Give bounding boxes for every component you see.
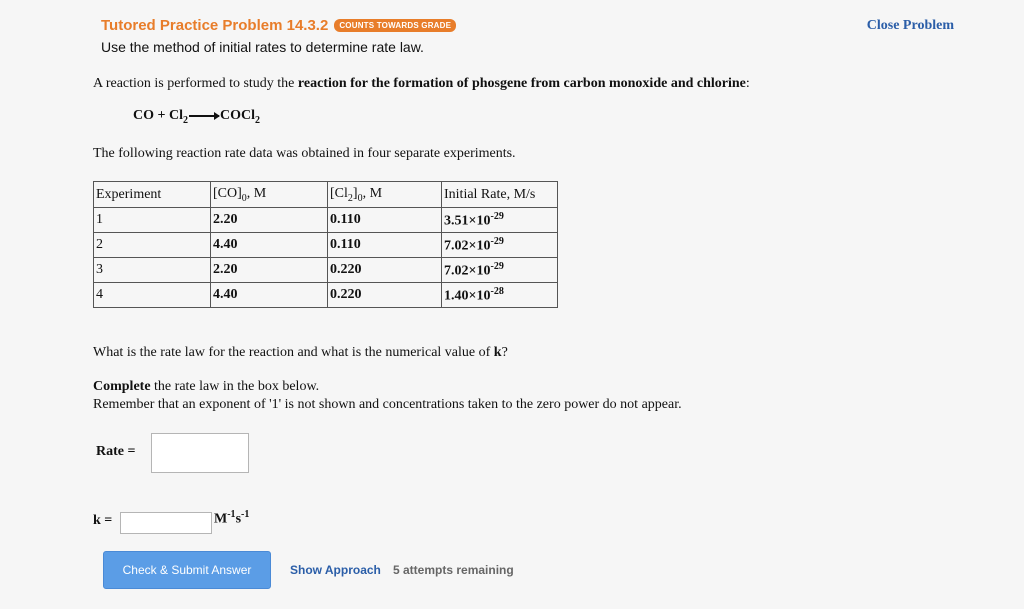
intro-bold: reaction for the formation of phosgene from carbon monoxide and chlorine xyxy=(297,76,746,91)
cell-experiment: 4 xyxy=(94,283,211,308)
cell-co: 4.40 xyxy=(211,233,328,258)
rate-label: Rate = xyxy=(96,444,136,459)
complete-bold: Complete xyxy=(93,379,151,394)
cell-experiment: 3 xyxy=(94,258,211,283)
rate-data-table xyxy=(93,181,558,308)
table-header-row xyxy=(94,182,558,208)
reactant-co: CO xyxy=(133,108,154,123)
data-intro: The following reaction rate data was obtained in four separate experiments. xyxy=(93,146,516,161)
table-row xyxy=(94,233,558,258)
reaction-arrow-icon xyxy=(189,115,219,117)
cell-cl2: 0.220 xyxy=(328,258,442,283)
problem-title-text: Tutored Practice Problem 14.3.2 xyxy=(101,17,329,34)
cell-cl2: 0.220 xyxy=(328,283,442,308)
k-label: k = xyxy=(93,513,113,528)
product-cocl2: COCl xyxy=(219,108,255,123)
table-row xyxy=(94,258,558,283)
cell-experiment: 1 xyxy=(94,208,211,233)
complete-instruction xyxy=(93,379,319,395)
question-text xyxy=(93,345,508,361)
table-row xyxy=(94,208,558,233)
cell-rate: $7.02\times 10^{-29}$ xyxy=(442,233,558,258)
k-value-input[interactable] xyxy=(120,512,212,534)
cell-rate: $1.40\times 10^{-28}$ xyxy=(442,283,558,308)
exponent-note: Remember that an exponent of '1' is not shown and concentrations taken to the zero power do not appear. xyxy=(93,397,682,412)
header-experiment: Experiment xyxy=(94,182,211,208)
header-initial-rate: Initial Rate, M/s xyxy=(442,182,558,208)
table-row xyxy=(94,283,558,308)
counts-towards-grade-badge: COUNTS TOWARDS GRADE xyxy=(334,19,456,32)
k-units: $M^{-1}s^{-1}$ xyxy=(214,509,250,527)
question-prefix: What is the rate law for the reaction and what is the numerical value of xyxy=(93,345,494,360)
reaction-equation xyxy=(133,108,260,126)
cell-rate: $3.51\times 10^{-29}$ xyxy=(442,208,558,233)
intro-suffix: : xyxy=(745,76,750,91)
show-approach-link[interactable]: Show Approach xyxy=(290,563,381,577)
cell-co: 2.20 xyxy=(211,258,328,283)
intro-prefix: A reaction is performed to study the xyxy=(93,76,298,91)
plus-sign: + xyxy=(154,108,169,123)
check-submit-button[interactable]: Check & Submit Answer xyxy=(103,551,271,589)
reactant-cl2-subscript: 2 xyxy=(182,114,188,126)
problem-subtitle: Use the method of initial rates to determine rate law. xyxy=(101,39,424,55)
cell-co: 2.20 xyxy=(211,208,328,233)
reactant-cl2: Cl xyxy=(168,108,183,123)
complete-rest: the rate law in the box below. xyxy=(150,379,320,394)
header-cl2: $[Cl_2]_0$, M xyxy=(328,182,442,208)
cell-co: 4.40 xyxy=(211,283,328,308)
header-co: $[CO]_0$, M xyxy=(211,182,328,208)
product-subscript: 2 xyxy=(254,114,260,126)
cell-rate: $7.02\times 10^{-29}$ xyxy=(442,258,558,283)
rate-law-input[interactable] xyxy=(151,433,249,473)
question-suffix: ? xyxy=(501,345,508,360)
cell-cl2: 0.110 xyxy=(328,233,442,258)
cell-experiment: 2 xyxy=(94,233,211,258)
close-problem-link[interactable]: Close Problem xyxy=(866,18,954,33)
question-k: k xyxy=(493,345,502,360)
problem-intro xyxy=(93,76,750,92)
cell-cl2: 0.110 xyxy=(328,208,442,233)
problem-title xyxy=(101,17,456,34)
attempts-remaining: 5 attempts remaining xyxy=(393,563,514,577)
